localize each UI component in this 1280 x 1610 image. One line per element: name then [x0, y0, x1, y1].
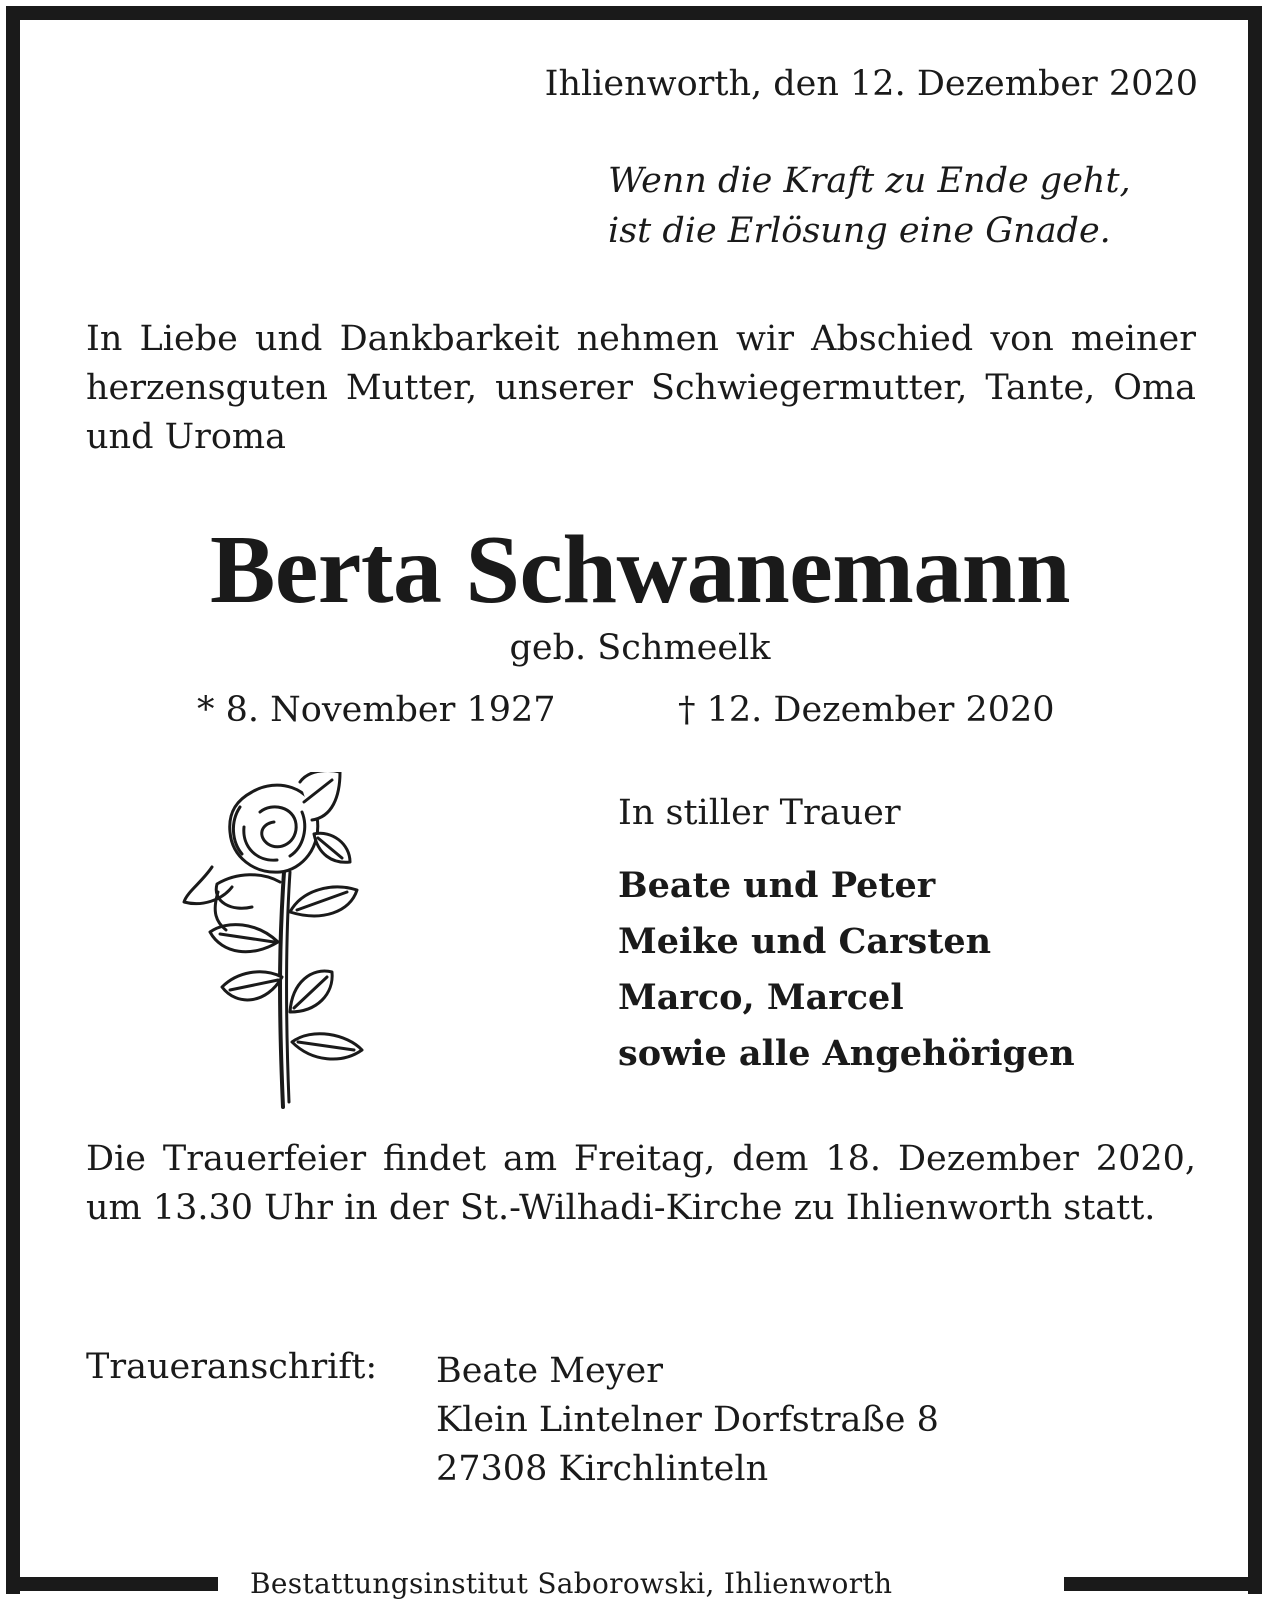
funeral-service-info: Die Trauerfeier findet am Freitag, dem 18. Dezember 2020, um 13.30 Uhr in der St.-Wilhadi-Kirche zu Ihlienworth statt. — [86, 1139, 1196, 1228]
address-label: Traueranschrift: — [86, 1347, 378, 1387]
mourners-list — [618, 858, 1075, 1082]
address-line: Beate Meyer — [436, 1351, 663, 1391]
funeral-home: Bestattungsinstitut Saborowski, Ihlienworth — [250, 1567, 893, 1600]
mourner-name: Meike und Carsten — [618, 921, 992, 962]
border-bottom-left — [6, 1577, 218, 1591]
border-bottom-right — [1064, 1577, 1262, 1591]
mourner-name: Beate und Peter — [618, 865, 936, 906]
mourner-name: Marco, Marcel — [618, 977, 904, 1018]
maiden-name: geb. Schmeelk — [509, 628, 771, 668]
mourning-heading: In stiller Trauer — [618, 793, 901, 833]
address-line: Klein Lintelner Dorfstraße 8 — [436, 1400, 939, 1440]
intro-paragraph: In Liebe und Dankbarkeit nehmen wir Abschied von meiner herzensguten Mutter, unserer Schwiegermutter, Tante, Oma und Uroma — [86, 319, 1196, 457]
motto-quote — [608, 156, 1131, 256]
rose-icon — [182, 772, 382, 1112]
mourner-name: sowie alle Angehörigen — [618, 1033, 1075, 1074]
mourning-address — [436, 1347, 939, 1494]
death-date: † 12. Dezember 2020 — [678, 690, 1055, 730]
motto-line: Wenn die Kraft zu Ende geht, — [608, 161, 1131, 201]
birth-date: * 8. November 1927 — [197, 690, 556, 730]
address-line: 27308 Kirchlinteln — [436, 1449, 769, 1489]
place-date: Ihlienworth, den 12. Dezember 2020 — [544, 64, 1198, 104]
deceased-name: Berta Schwanemann — [210, 516, 1070, 624]
motto-line: ist die Erlösung eine Gnade. — [608, 211, 1111, 251]
